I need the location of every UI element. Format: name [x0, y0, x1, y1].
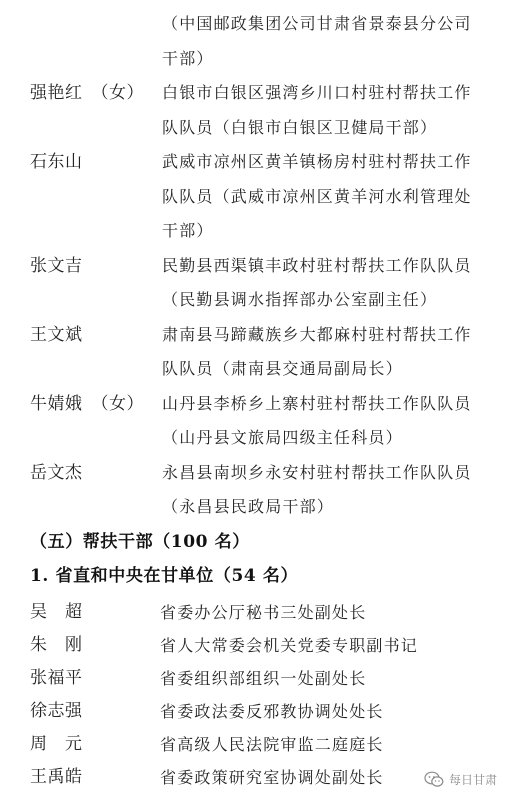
person-name: 张文吉 [30, 255, 83, 276]
person-position: 省委政法委反邪教协调处处长 [160, 701, 384, 721]
list-item [30, 629, 511, 662]
list-item [30, 695, 511, 728]
person-position: 省委组织部组织一处副处长 [160, 668, 367, 688]
description-line: 武威市凉州区黄羊镇杨房村驻村帮扶工作 [162, 152, 472, 171]
person-description [162, 249, 492, 318]
person-description [162, 145, 492, 249]
subsection-heading: 1. 省直和中央在甘单位（54 名） [30, 566, 299, 586]
list-item [30, 456, 500, 525]
list-item [30, 249, 500, 318]
person-description [162, 7, 492, 76]
description-line: 队队员（白银市白银区卫健局干部） [162, 117, 438, 137]
person-description [162, 387, 492, 456]
watermark-text: 每日甘肃 [448, 773, 497, 787]
source-watermark [424, 771, 497, 788]
list-item [30, 145, 500, 249]
person-name: 石东山 [30, 152, 83, 172]
person-name: 岳文杰 [30, 462, 83, 483]
person-name: 王禹皓 [30, 766, 83, 787]
description-line: 队队员（武威市凉州区黄羊河水利管理处 [162, 186, 472, 206]
person-name: 强艳红 （女） [30, 83, 144, 103]
description-line: 队队员（肃南县交通局副局长） [162, 359, 403, 378]
person-name: 王文斌 [30, 324, 83, 345]
description-line: （民勤县调水指挥部办公室副主任） [162, 290, 438, 309]
wechat-icon [424, 771, 444, 788]
list-item [30, 596, 511, 629]
description-line: （山丹县文旅局四级主任科员） [162, 428, 403, 447]
description-line: （永昌县民政局干部） [162, 497, 335, 516]
person-name: 牛婧娥 （女） [30, 393, 144, 414]
lower-entries [0, 594, 511, 794]
person-description [162, 76, 492, 145]
description-line: 肃南县马蹄藏族乡大都麻村驻村帮扶工作 [162, 324, 472, 344]
description-line: 白银市白银区强湾乡川口村驻村帮扶工作 [162, 83, 472, 102]
list-item [30, 318, 500, 387]
list-item [30, 387, 500, 456]
person-name: 周 元 [30, 733, 83, 754]
person-position: 省委政策研究室协调处副处长 [160, 767, 384, 787]
list-item [30, 728, 511, 761]
person-name: 朱 刚 [30, 634, 83, 655]
list-item [30, 662, 511, 695]
description-line: 干部） [162, 221, 214, 240]
description-line: 干部） [162, 48, 214, 68]
section-heading: （五）帮扶干部（100 名） [30, 531, 250, 552]
person-position: 省高级人民法院审监二庭庭长 [160, 734, 384, 754]
list-item [30, 7, 500, 76]
person-position: 省人大常委会机关党委专职副书记 [160, 635, 419, 655]
person-position: 省委办公厅秘书三处副处长 [160, 602, 367, 622]
list-item [30, 76, 500, 145]
person-description [162, 456, 492, 525]
description-line: （中国邮政集团公司甘肃省景泰县分公司 [162, 14, 472, 33]
person-name: 吴 超 [30, 601, 83, 622]
description-line: 永昌县南坝乡永安村驻村帮扶工作队队员 [162, 462, 472, 482]
person-name: 张福平 [30, 667, 83, 688]
person-name: 徐志强 [30, 700, 83, 721]
description-line: 民勤县西渠镇丰政村驻村帮扶工作队队员 [162, 255, 472, 275]
description-line: 山丹县李桥乡上寨村驻村帮扶工作队队员 [162, 393, 472, 413]
person-description [162, 318, 492, 387]
